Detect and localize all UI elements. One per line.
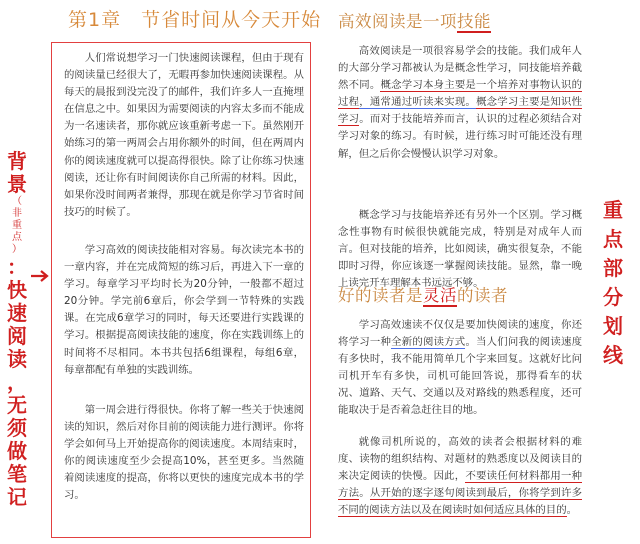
- annotation-char: 笔: [7, 462, 27, 486]
- right-paragraph-2: [338, 207, 582, 292]
- annotation-char: 须: [7, 416, 27, 440]
- heading-text: 的读者: [457, 286, 508, 305]
- annotation-char: 速: [7, 301, 27, 325]
- right-paragraph-3: [338, 317, 582, 420]
- arrow-right-icon: [29, 268, 51, 284]
- text-span: 。而对于技能培养而言，认识的过程必须结合对学习对象的练习。有时候，进行练习时可能还没有理解，但之后你会慢慢认识学习对象。: [338, 113, 583, 160]
- paragraph-text: 第一周会进行得很快。你将了解一些关于快速阅读的知识，然后对你目前的阅读能力进行测评。你将学会如何马上开始提高你的阅读速度。本周结束时，你的阅读速度至少会提高10%，甚至更多。当然随着阅读速度的提高，你将以更快的速度完成本书的学习。: [64, 404, 304, 502]
- annotation-char: 划: [603, 314, 623, 338]
- text-span: 高效阅读是一项很容易学会的技能。我们成年人的大部分学习都被认为是概念性学习，同技能培养截然不同。: [338, 45, 582, 92]
- annotation-char: 分: [603, 285, 623, 309]
- annotation-char: 无: [7, 393, 27, 417]
- paragraph-text: [338, 434, 582, 519]
- annotation-char: ，: [7, 370, 27, 394]
- chapter-title: 第1章 节省时间从今天开始: [68, 9, 322, 31]
- paragraph-text: 人们常说想学习一门快速阅读课程，但由于现有的阅读量已经很大了，无暇再参加快速阅读课程。从每天的晨报到没完没了的邮件，我们许多人一直掩埋在信息之中。如果因为需要阅读的内容太多而不能成为一名速读者，那你就应该重新考虑一下。虽然刚开始练习的第一两周会占用你额外的时间，但在两周内你的阅读速度就可以提高得很快。除了让你练习快速阅读，还让你有时间阅读你自己所需的材料。因此，如果你没时间两者兼得，那现在就是你学习节省时间技巧的时候了。: [64, 52, 304, 218]
- right-annotation: [597, 196, 629, 370]
- section-heading-flexible: [338, 282, 508, 306]
- annotation-char: 景: [7, 172, 27, 196]
- paragraph-text: [338, 43, 582, 163]
- paragraph-text: 学习高效的阅读技能相对容易。每次读完本书的一章内容，并在完成简短的练习后，再进入下一章的学习。每章学习平均时长为20分钟，一般都不超过20分钟。学完前6章后，你会学到一节特殊的实践课。在完成6章学习的同时，每天还要进行实践课的学习。根据提高阅读技能的速度，你在实践训练上的时间将不尽相同。本书共包括6组课程，每组6章，每章都配有单独的实践训练。: [64, 244, 304, 376]
- left-paragraph-2: [64, 242, 304, 379]
- text-span: 学习高效速读不仅仅是要加快阅读的速度，你还将学习一种: [338, 319, 582, 349]
- annotation-char: 读: [7, 347, 27, 371]
- annotation-char: 点: [603, 227, 623, 251]
- paragraph-text: 概念学习与技能培养还有另外一个区别。学习概念性事物有时候很快就能完成，特别是对成年人而言。但对技能的培养，比如阅读，确实很复杂，不能即时习得，你应该逐一掌握阅读技能。显然，靠一晚上读完开车理解本书远远不够。: [338, 209, 582, 290]
- annotation-char: 非: [12, 208, 22, 219]
- left-annotation: [2, 150, 32, 509]
- annotation-char: 做: [7, 439, 27, 463]
- annotation-char: （: [12, 196, 22, 207]
- annotation-char: 快: [7, 278, 27, 302]
- heading-text: 好的读者是: [338, 286, 423, 305]
- underlined-text: 从开始的逐字逐句阅读到最后，你将学到许多不同的阅读方法以及在阅读时如何适应具体的目的: [338, 487, 583, 517]
- right-paragraph-1: [338, 43, 582, 163]
- annotation-char: 线: [603, 343, 623, 367]
- text-span: 。: [566, 504, 577, 517]
- section-heading-skill: [338, 8, 491, 32]
- annotation-char: 记: [7, 485, 27, 509]
- paragraph-text: [338, 317, 582, 420]
- annotation-char: 阅: [7, 324, 27, 348]
- underlined-text: 全新的阅读方式: [391, 336, 466, 349]
- underlined-text: 概念学习本身主要是一个培养对事物认识的过程: [338, 79, 583, 109]
- annotation-char: 重: [12, 220, 22, 231]
- text-span: 就像司机所说的，高效的读者会根据材料的难度、读物的组织结构、对题材的熟悉度以及阅读目的来决定阅读的快慢。因此，: [338, 436, 582, 483]
- right-paragraph-4: [338, 434, 582, 519]
- annotation-char: 背: [7, 149, 27, 173]
- left-paragraph-3: [64, 402, 304, 505]
- annotation-char: 重: [603, 198, 623, 222]
- heading-text: 高效阅读是一项: [338, 12, 457, 31]
- heading-highlight: 灵活: [423, 286, 457, 305]
- annotation-char: ：: [7, 255, 27, 279]
- text-span: 。当人们问我的阅读速度有多快时，我不能用简单几个字来回复。这就好比问司机开车有多快，司机可能回答说，那得看车的状况、道路、天气、交通以及对路线的熟悉程度，还可能取决于是否着急赶往目的地。: [338, 336, 583, 417]
- underlined-text: 概念学习主要是知识性学习: [338, 96, 583, 126]
- underlined-text: ，通常通过听读来实现。: [359, 96, 477, 109]
- text-span: 。: [359, 487, 370, 500]
- annotation-char: 点: [12, 232, 22, 243]
- annotation-char: ）: [12, 244, 22, 255]
- left-paragraph-1: [64, 50, 304, 221]
- heading-highlight: 技能: [457, 12, 491, 31]
- annotation-char: 部: [603, 256, 623, 280]
- underlined-text: 不要读任何材料都用一种方法: [338, 470, 583, 500]
